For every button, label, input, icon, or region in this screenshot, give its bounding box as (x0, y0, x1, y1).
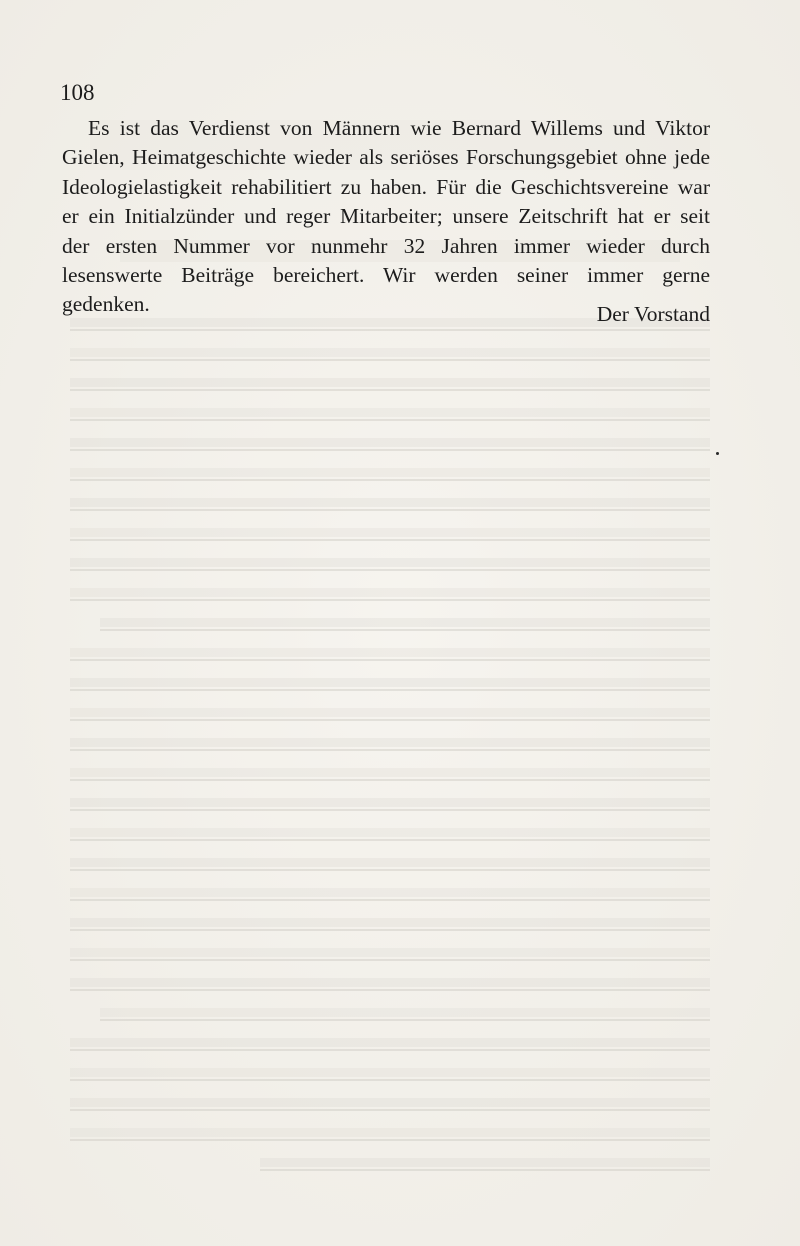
text-line: Gielen, Heimatgeschichte wieder als seriöses Forschungsgebiet ohne jede (62, 145, 710, 170)
text-line: Es ist das Verdienst von Männern wie Bernard Willems und Viktor (88, 116, 710, 140)
text-line: der ersten Nummer vor nunmehr 32 Jahren immer wieder durch (62, 233, 710, 258)
paragraph (62, 114, 710, 320)
text-line: er ein Initialzünder und reger Mitarbeiter; unsere Zeitschrift hat er seit (62, 204, 710, 229)
ink-speck (716, 452, 719, 455)
signature: Der Vorstand (596, 302, 710, 326)
text-line: lesenswerte Beiträge bereichert. Wir werden seiner immer gerne (62, 262, 710, 287)
text-line: Ideologielastigkeit rehabilitiert zu haben. Für die Geschichtsvereine war (62, 174, 710, 199)
page-number: 108 (60, 80, 95, 105)
text-line: gedenken. (62, 292, 150, 317)
body-paragraph (62, 114, 710, 320)
